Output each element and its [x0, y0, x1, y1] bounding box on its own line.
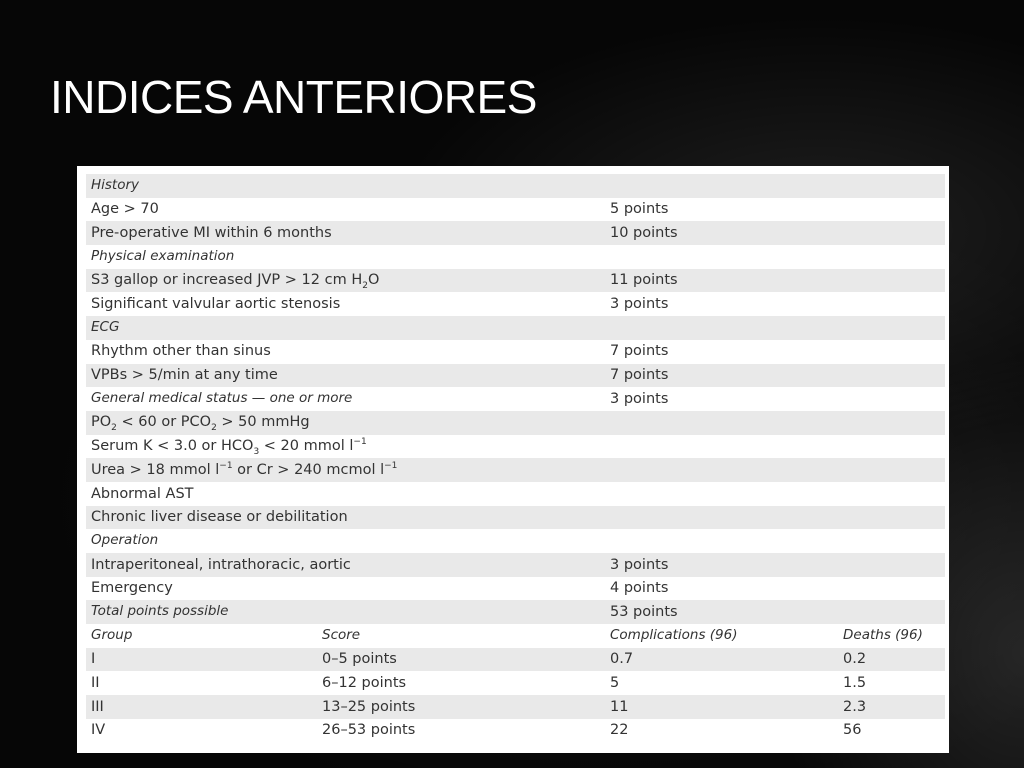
- header-score: Score: [322, 627, 361, 644]
- table-row: [86, 340, 945, 364]
- group-cell: III: [91, 698, 104, 715]
- total-row: [86, 600, 945, 624]
- criterion-points: 7 points: [610, 367, 669, 384]
- section-row-history: [86, 174, 945, 198]
- criterion-label: Urea > 18 mmol $l^{-1}$ or Cr > 240 mcmol $l^{-1}$: [91, 461, 398, 478]
- score-cell: 6–12 points: [322, 675, 407, 692]
- section-label-ecg: ECG: [91, 319, 120, 336]
- deaths-cell: 1.5: [843, 675, 867, 692]
- group-row: [86, 719, 945, 743]
- criterion-label: S3 gallop or increased JVP > 12 cm $H_2O$: [91, 272, 380, 292]
- table-row: [86, 364, 945, 388]
- group-cell: IV: [91, 722, 106, 739]
- criterion-label: Chronic liver disease or debilitation: [91, 509, 348, 526]
- criterion-label: Emergency: [91, 580, 173, 597]
- header-deaths: Deaths (96): [843, 627, 923, 644]
- group-row: [86, 648, 945, 672]
- table-row: [86, 435, 945, 459]
- criterion-points: 10 points: [610, 224, 678, 241]
- table-row: [86, 411, 945, 435]
- table-row: [86, 292, 945, 316]
- criterion-label: $PO_2 < 60$ or $PCO_2 > 50$ mmHg: [91, 414, 310, 434]
- header-group: Group: [91, 627, 133, 644]
- criterion-label: Abnormal AST: [91, 485, 194, 502]
- total-label: Total points possible: [91, 603, 229, 620]
- section-row-physical: [86, 245, 945, 269]
- table-row: [86, 506, 945, 530]
- group-row: [86, 695, 945, 719]
- criterion-label: Pre-operative MI within 6 months: [91, 224, 332, 241]
- header-complications: Complications (96): [610, 627, 738, 644]
- complications-cell: 0.7: [610, 651, 634, 668]
- score-cell: 26–53 points: [322, 722, 416, 739]
- section-points-general: 3 points: [610, 390, 669, 407]
- score-cell: 0–5 points: [322, 651, 397, 668]
- section-row-general: [86, 387, 945, 411]
- group-cell: II: [91, 675, 100, 692]
- criterion-label: VPBs > 5/min at any time: [91, 367, 278, 384]
- table-row: [86, 553, 945, 577]
- group-cell: I: [91, 651, 96, 668]
- criterion-points: 11 points: [610, 272, 678, 289]
- table-row: [86, 221, 945, 245]
- table-wrapper: [86, 174, 945, 743]
- group-header-row: [86, 624, 945, 648]
- total-points: 53 points: [610, 603, 678, 620]
- section-label-history: History: [91, 177, 140, 194]
- criterion-points: 4 points: [610, 580, 669, 597]
- deaths-cell: 56: [843, 722, 862, 739]
- complications-cell: 22: [610, 722, 629, 739]
- table-row: [86, 577, 945, 601]
- criterion-label: Significant valvular aortic stenosis: [91, 296, 341, 313]
- section-label-general: General medical status — one or more: [91, 390, 353, 407]
- table-card: [77, 166, 949, 753]
- criterion-label: Rhythm other than sinus: [91, 343, 271, 360]
- section-label-operation: Operation: [91, 532, 159, 549]
- section-row-operation: [86, 529, 945, 553]
- score-cell: 13–25 points: [322, 698, 416, 715]
- criterion-points: 7 points: [610, 343, 669, 360]
- table-row: [86, 482, 945, 506]
- slide-title: INDICES ANTERIORES: [50, 71, 537, 123]
- table-row: [86, 458, 945, 482]
- criterion-label: Intraperitoneal, intrathoracic, aortic: [91, 556, 351, 573]
- criterion-points: 5 points: [610, 201, 669, 218]
- deaths-cell: 0.2: [843, 651, 867, 668]
- risk-index-table: [86, 174, 945, 743]
- criterion-label: Age > 70: [91, 201, 159, 218]
- table-row: [86, 269, 945, 293]
- criterion-points: 3 points: [610, 556, 669, 573]
- deaths-cell: 2.3: [843, 698, 867, 715]
- table-row: [86, 198, 945, 222]
- complications-cell: 11: [610, 698, 629, 715]
- section-row-ecg: [86, 316, 945, 340]
- section-label-physical: Physical examination: [91, 248, 235, 265]
- criterion-points: 3 points: [610, 296, 669, 313]
- group-row: [86, 671, 945, 695]
- criterion-label: Serum K < 3.0 or $HCO_3 < 20$ mmol $l^{-1}$: [91, 437, 367, 458]
- complications-cell: 5: [610, 675, 620, 692]
